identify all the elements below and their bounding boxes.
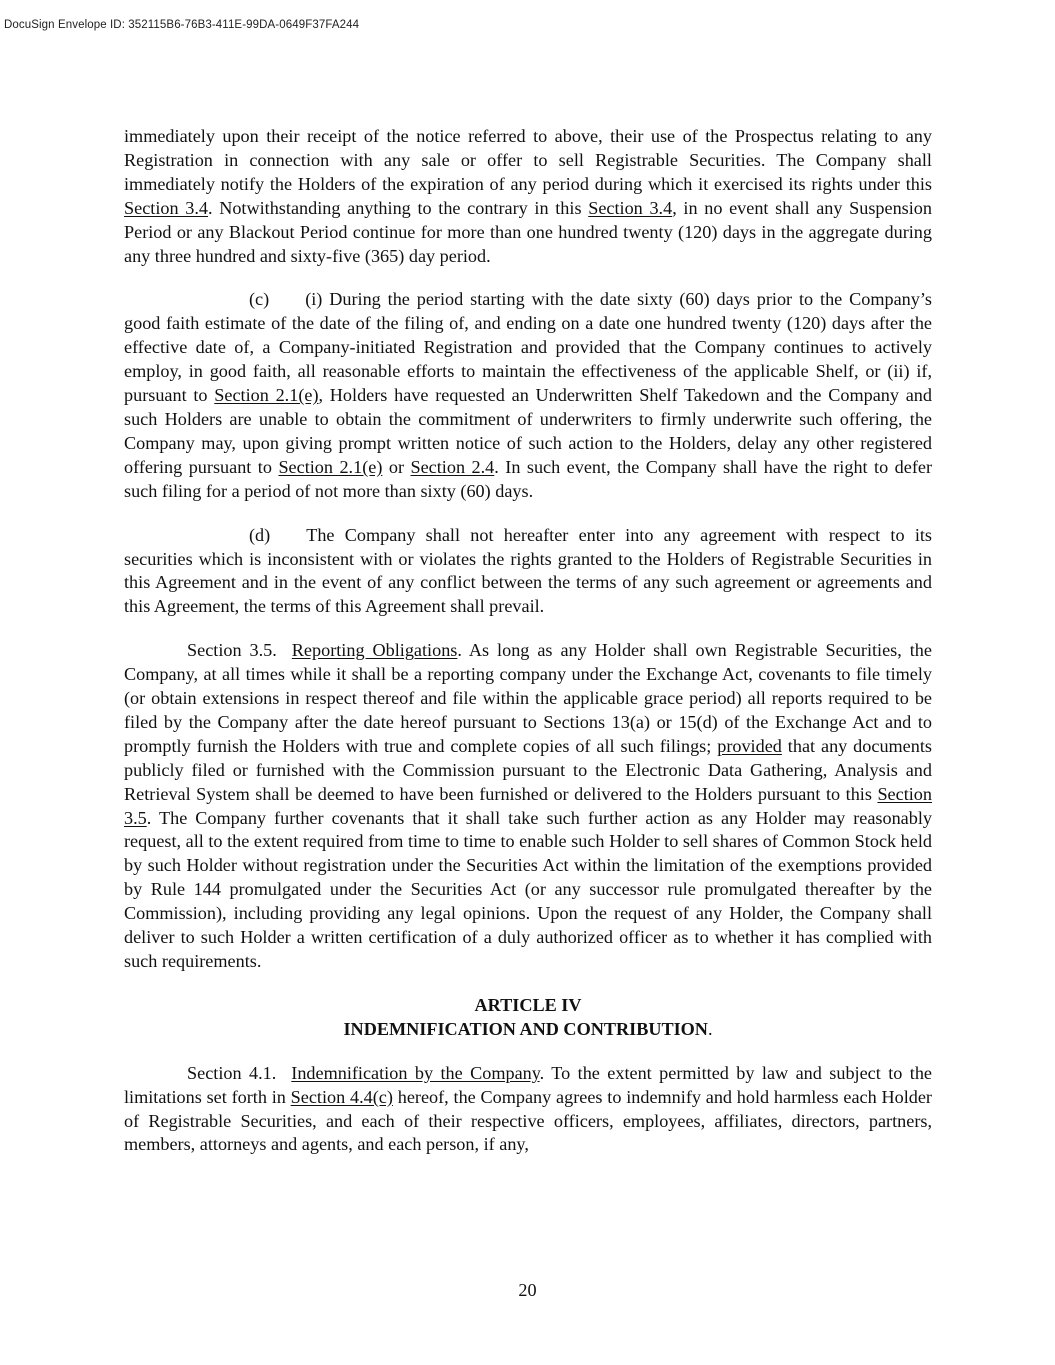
- article-title: INDEMNIFICATION AND CONTRIBUTION: [343, 1018, 708, 1039]
- clause-label: (c): [249, 289, 270, 310]
- docusign-envelope-id: DocuSign Envelope ID: 352115B6-76B3-411E-99DA-0649F37FA244: [4, 19, 360, 31]
- defined-term: provided: [717, 735, 782, 756]
- section-reference: Section 3.4: [588, 197, 673, 218]
- clause-label: (d): [249, 524, 271, 545]
- text-run: or: [382, 456, 411, 477]
- page-number: 20: [518, 1280, 537, 1300]
- section-reference: Section 3.5: [124, 783, 932, 828]
- section-reference: Section 3.4: [124, 197, 208, 218]
- text-run: . In such event, the Company shall have the right to defer such filing for a period of not more than sixty (60) days.: [124, 456, 933, 501]
- text-run: that any documents publicly filed or furnished with the Commission pursuant to the Electronic Data Gathering, Analysis and Retrieval System shall be deemed to have been furnished or delivered to the Holders pursuant to this: [124, 735, 932, 804]
- text-run: . To the extent permitted by law and subject to the limitations set forth in: [124, 1062, 933, 1107]
- paragraph-suspension-period: [124, 125, 932, 268]
- text-run: (i) During the period starting with the date sixty (60) days prior to the Company’s good faith estimate of the date of the filing of, and ending on a date one hundred twenty (120) days after the effective date of, a Company-initiated Registration and provided that the Company continues to actively employ, in good faith, all reasonable efforts to maintain the effectiveness of the applicable Shelf, or (ii) if, pursuant to: [124, 289, 932, 406]
- text-run: . As long as any Holder shall own Registrable Securities, the Company, at all times while it shall be a reporting company under the Exchange Act, covenants to file timely (or obtain extensions in respect thereof and file within the applicable grace period) all reports required to be filed by the Company after the date hereof pursuant to Sections 13(a) or 15(d) of the Exchange Act and to promptly furnish the Holders with true and complete copies of all such filings;: [124, 640, 932, 756]
- text-run: , Holders have requested an Underwritten Shelf Takedown and the Company and such Holders are unable to obtain the commitment of underwriters to firmly underwrite such offering, the Company may, upon giving prompt written notice of such action to the Holders, delay any other registered offering pursuant to: [124, 385, 932, 477]
- text-run: . The Company further covenants that it shall take such further action as any Holder may reasonably request, all to the extent required from time to time to enable such Holder to sell shares of Common Stock held by such Holder without registration under the Securities Act within the limitation of the exemptions provided by Rule 144 promulgated under the Securities Act (or any successor rule promulgated thereafter by the Commission), including providing any legal opinions. Upon the request of any Holder, the Company shall deliver to such Holder a written certification of a duly authorized officer as to whether it has complied with such requirements.: [124, 807, 932, 971]
- article-number: ARTICLE IV: [474, 994, 582, 1015]
- section-number: Section 3.5.: [187, 640, 277, 661]
- document-body: [124, 125, 932, 1157]
- section-heading: Indemnification by the Company: [291, 1062, 540, 1083]
- text-run: , in no event shall any Suspension Period or any Blackout Period continue for more than one hundred twenty (120) days in the aggregate during any three hundred and sixty-five (365) day period.: [124, 197, 932, 266]
- section-number: Section 4.1.: [187, 1062, 277, 1083]
- section-3-5: [124, 639, 932, 974]
- section-reference: Section 2.1(e): [278, 456, 383, 477]
- section-heading: Reporting Obligations: [291, 640, 458, 661]
- text-run: hereof, the Company agrees to indemnify and hold harmless each Holder of Registrable Securities, and each of their respective officers, employees, affiliates, directors, partners, members, attorneys and agents, and each person, if any,: [124, 1086, 932, 1155]
- section-reference: Section 2.1(e): [214, 385, 319, 406]
- text-run: . Notwithstanding anything to the contrary in this: [207, 197, 589, 218]
- paragraph-c: [124, 288, 932, 503]
- section-reference: Section 4.4(c): [290, 1086, 393, 1107]
- article-heading: [124, 994, 932, 1042]
- article-title-period: .: [707, 1018, 713, 1039]
- article-title-line: [124, 1018, 932, 1042]
- text-run: immediately upon their receipt of the notice referred to above, their use of the Prospectus relating to any Registration in connection with any sale or offer to sell Registrable Securities. The Company shall immediately notify the Holders of the expiration of any period during which it exercised its rights under this: [124, 126, 932, 194]
- text-run: The Company shall not hereafter enter into any agreement with respect to its securities which is inconsistent with or violates the rights granted to the Holders of Registrable Securities in this Agreement and in the event of any conflict between the terms of any such agreement or agreements and this Agreement, the terms of this Agreement shall prevail.: [124, 524, 932, 617]
- section-reference: Section 2.4: [410, 456, 495, 477]
- section-4-1: [124, 1062, 932, 1158]
- paragraph-d: [124, 524, 932, 620]
